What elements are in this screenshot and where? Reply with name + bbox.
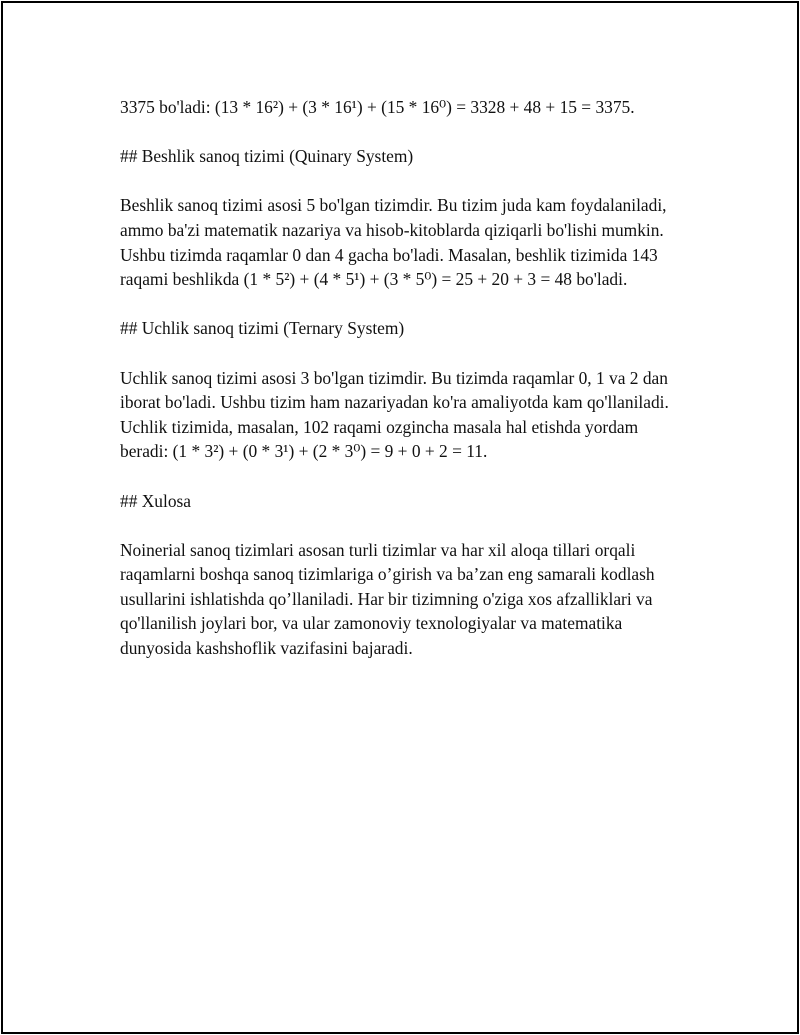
document-page: [1, 1, 799, 1034]
heading-conclusion: ## Xulosa: [120, 490, 192, 511]
paragraph-hex-example: 3375 bo'ladi: (13 * 16²) + (3 * 16¹) + (15 * 16⁰) = 3328 + 48 + 15 = 3375.: [120, 97, 635, 117]
heading-quinary-system: ## Beshlik sanoq tizimi (Quinary System): [120, 146, 414, 167]
document-body: [120, 95, 690, 685]
paragraph-quinary-system: Beshlik sanoq tizimi asosi 5 bo'lgan tizimdir. Bu tizim juda kam foydalaniladi, ammo ba'zi matematik nazariya va hisob-kitoblarda qiziqarli bo'lishi mumkin. Ushbu tizimda raqamlar 0 dan 4 gacha bo'ladi. Masalan, beshlik tizimida 143 raqami beshlikda (1 * 5²) + (4 * 5¹) + (3 * 5⁰) = 25 + 20 + 3 = 48 bo'ladi.: [120, 195, 667, 290]
paragraph-conclusion: Noinerial sanoq tizimlari asosan turli tizimlar va har xil aloqa tillari orqali raqamlarni boshqa sanoq tizimlariga o’girish va ba’zan eng samarali kodlash usullarini ishlatishda qo’llaniladi. Har bir tizimning o'ziga xos afzalliklari va qo'llanilish joylari bor, va ular zamonoviy texnologiyalar va matematika dunyosida kashshoflik vazifasini bajaradi.: [120, 539, 655, 659]
paragraph-ternary-system: Uchlik sanoq tizimi asosi 3 bo'lgan tizimdir. Bu tizimda raqamlar 0, 1 va 2 dan iborat bo'ladi. Ushbu tizim ham nazariyadan ko'ra amaliyotda kam qo'llaniladi. Uchlik tizimida, masalan, 102 raqami ozgincha masala hal etishda yordam beradi: (1 * 3²) + (0 * 3¹) + (2 * 3⁰) = 9 + 0 + 2 = 11.: [120, 367, 669, 462]
heading-ternary-system: ## Uchlik sanoq tizimi (Ternary System): [120, 318, 405, 339]
